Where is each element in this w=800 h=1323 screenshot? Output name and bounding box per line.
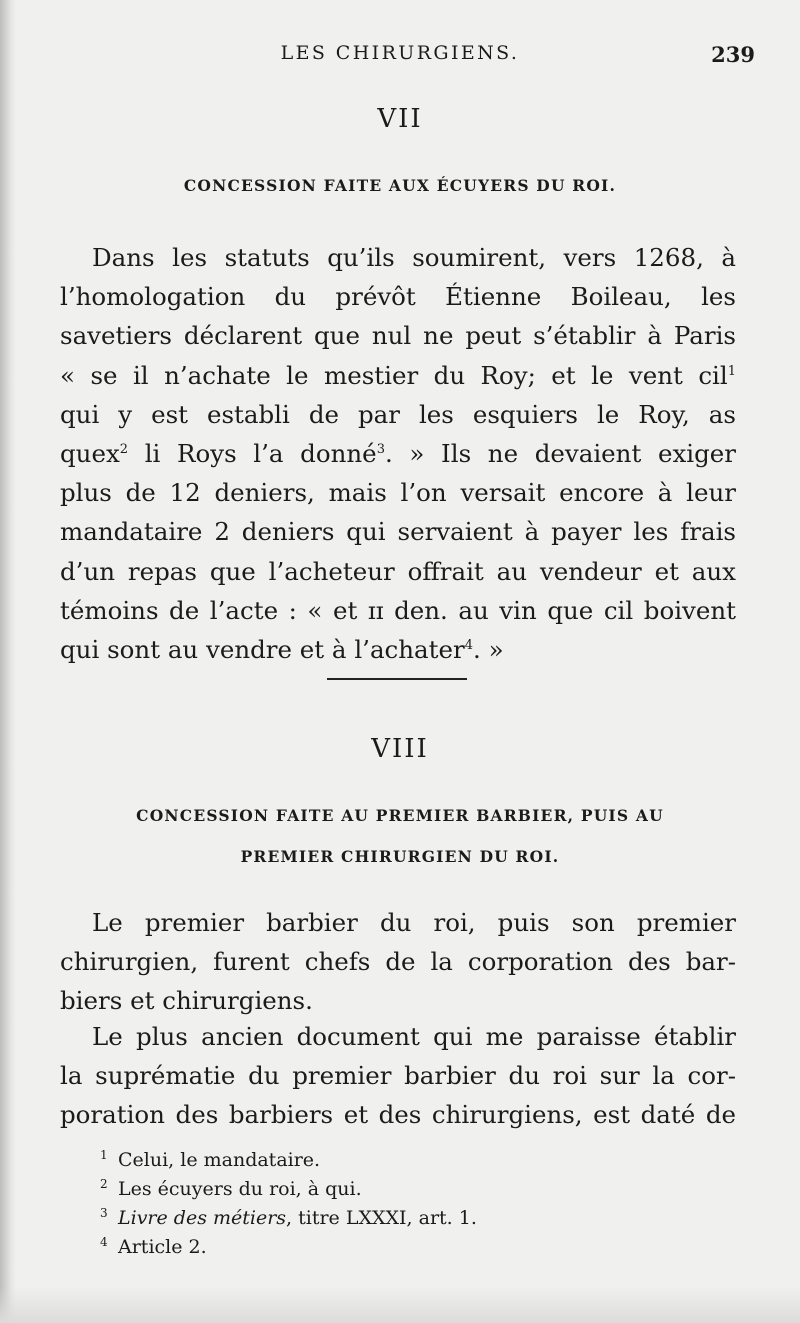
text-line: savetiers déclarent que nul ne peut s’établir à Paris [60,321,736,351]
footnote: 3 Livre des métiers, titre LXXXI, art. 1. [100,1205,477,1229]
text-line: la suprématie du premier barbier du roi sur la cor- [60,1061,736,1091]
text-line: plus de 12 deniers, mais l’on versait encore à leur [60,478,736,508]
page-number: 239 [711,42,755,67]
footnotes [100,1146,750,1262]
text-line: Dans les statuts qu’ils soumirent, vers 1268, à [92,243,736,272]
text-line: poration des barbiers et des chirurgiens, est daté de [60,1100,736,1130]
text-line: qui y est establi de par les esquiers le Roy, as [60,399,736,429]
section-vii-paragraph [60,238,736,669]
section-vii-numeral: VII [377,104,423,134]
section-viii-title-line1: CONCESSION FAITE AU PREMIER BARBIER, PUIS AU [136,806,664,825]
page-gutter-shadow [0,0,16,1323]
footnote: 1 Celui, le mandataire. [100,1147,321,1171]
text-line: qui sont au vendre et à l’achater$^4$. » [60,635,504,665]
text-line: témoins de l’acte : « et ɪɪ den. au vin que cil boivent [60,595,736,625]
text-line: Le premier barbier du roi, puis son premier [92,908,736,937]
text-line: chirurgien, furent chefs de la corporation des bar- [60,947,736,977]
page-header [0,42,800,74]
section-vii-title: CONCESSION FAITE AUX ÉCUYERS DU ROI. [183,176,617,195]
section-viii-numeral: VIII [371,734,429,764]
text-line: mandataire 2 deniers qui servaient à payer les frais [60,517,736,547]
section-divider [327,678,467,680]
text-line: « se il n’achate le mestier du Roy; et le vent cil$^1$ [60,360,736,390]
text-line: biers et chirurgiens. [60,986,313,1016]
note-ref: 1 [727,363,736,379]
section-viii-paragraph-2 [60,1017,736,1135]
page-bottom-shade [0,1287,800,1323]
section-viii-title-line2: PREMIER CHIRURGIEN DU ROI. [240,847,560,866]
note-ref: 2 [119,441,129,457]
footnote: 2 Les écuyers du roi, à qui. [100,1176,362,1200]
text-line: d’un repas que l’acheteur offrait au vendeur et aux [60,556,736,586]
note-ref: 3 [376,441,385,457]
text-line: Le plus ancien document qui me paraisse établir [92,1022,736,1051]
text-line: quex$^2$ li Roys l’a donné$^3$. » Ils ne devaient exiger [60,439,737,469]
running-title: LES CHIRURGIENS. [280,42,520,64]
note-ref: 4 [464,637,473,653]
text-line: l’homologation du prévôt Étienne Boileau, les [60,282,736,312]
section-viii-paragraph-1 [60,903,736,1021]
footnote: 4 Article 2. [100,1234,207,1258]
